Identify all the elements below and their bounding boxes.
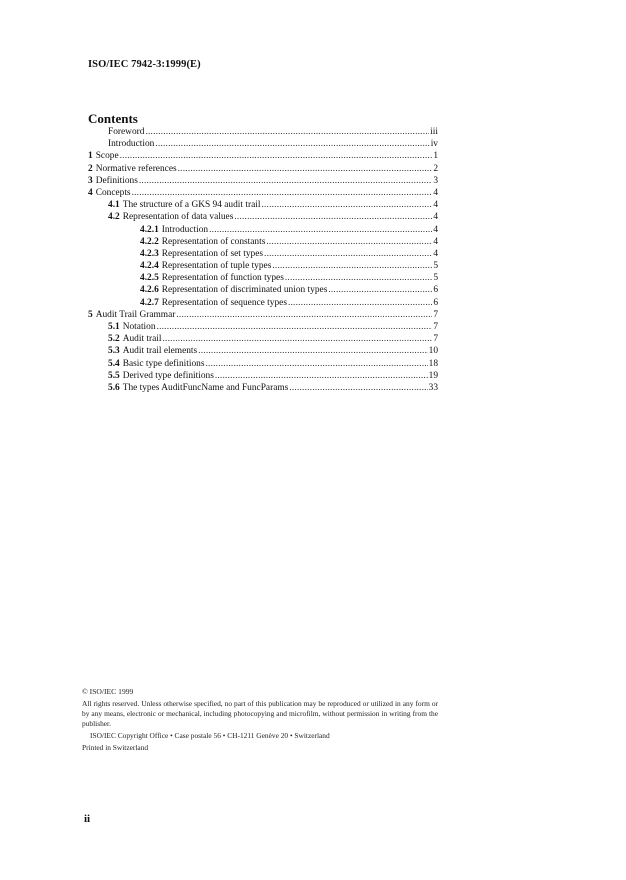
toc-dot-leader: [272, 260, 432, 272]
toc-entry[interactable]: [88, 211, 438, 223]
toc-dot-leader: [266, 236, 432, 248]
toc-entry-page: 10: [428, 346, 438, 357]
toc-entry-title: Audit Trail Grammar: [95, 309, 176, 320]
toc-entry-title: Representation of tuple types: [161, 261, 272, 272]
toc-entry-title: Introduction: [161, 224, 209, 235]
toc-entry-title: Basic type definitions: [122, 358, 205, 369]
toc-entry[interactable]: [88, 382, 438, 394]
toc-entry-title: Normative references: [95, 163, 177, 174]
toc-entry[interactable]: [88, 126, 438, 138]
toc-dot-leader: [163, 333, 433, 345]
toc-dot-leader: [215, 370, 428, 382]
toc-entry-title: Notation: [122, 322, 156, 332]
toc-entry-number: 4.2.2: [140, 236, 159, 247]
contents-heading: Contents: [88, 111, 138, 126]
toc-entry-title: Derived type definitions: [122, 370, 214, 381]
toc-entry-page: 2: [433, 163, 438, 174]
toc-entry-page: iii: [430, 127, 438, 137]
toc-entry-number: 4.2.3: [140, 248, 159, 259]
toc-entry-number: 5.5: [108, 370, 120, 381]
toc-entry-page: 4: [433, 187, 438, 198]
toc-entry[interactable]: [88, 321, 438, 333]
toc-entry-number: 5.6: [108, 382, 120, 393]
toc-entry[interactable]: [88, 370, 438, 382]
toc-entry[interactable]: [88, 345, 438, 357]
toc-entry-number: 4.2.1: [140, 224, 159, 235]
toc-entry[interactable]: [88, 333, 438, 345]
toc-entry-page: 4: [433, 200, 438, 211]
toc-entry-page: 7: [433, 334, 438, 345]
toc-entry[interactable]: [88, 138, 438, 150]
toc-dot-leader: [155, 138, 429, 150]
toc-entry-page: 18: [428, 358, 438, 369]
toc-entry-title: The structure of a GKS 94 audit trail: [122, 200, 261, 211]
toc-entry-title: Audit trail elements: [122, 346, 198, 357]
toc-entry-number: 4.2.7: [140, 297, 159, 308]
toc-entry-number: 4.1: [108, 200, 120, 211]
toc-entry[interactable]: [88, 358, 438, 370]
toc-entry[interactable]: [88, 175, 438, 187]
toc-entry-number: 1: [88, 151, 93, 162]
toc-entry-title: Representation of set types: [161, 248, 264, 259]
copyright-notice: [82, 687, 438, 753]
toc-entry-number: 4: [88, 187, 93, 198]
toc-dot-leader: [176, 309, 432, 321]
toc-dot-leader: [178, 163, 433, 175]
toc-dot-leader: [288, 297, 432, 309]
toc-entry-title: Representation of data values: [122, 212, 234, 223]
toc-entry-page: 5: [433, 273, 438, 284]
toc-dot-leader: [132, 187, 433, 199]
toc-entry-page: 6: [433, 297, 438, 308]
toc-entry-number: 5: [88, 309, 93, 320]
toc-entry-title: Scope: [95, 151, 119, 162]
toc-entry[interactable]: [88, 199, 438, 211]
toc-entry-page: 3: [433, 175, 438, 186]
toc-entry-page: 7: [433, 322, 438, 332]
toc-dot-leader: [285, 272, 432, 284]
toc-entry-number: 5.1: [108, 322, 120, 332]
toc-entry-page: 19: [428, 370, 438, 381]
toc-entry-page: 7: [433, 309, 438, 320]
toc-entry-number: 3: [88, 175, 93, 186]
document-identifier: ISO/IEC 7942-3:1999(E): [88, 59, 201, 70]
toc-entry-number: 4.2.6: [140, 285, 159, 296]
toc-entry-number: 2: [88, 163, 93, 174]
toc-dot-leader: [289, 382, 427, 394]
toc-entry[interactable]: [88, 150, 438, 162]
toc-dot-leader: [234, 211, 432, 223]
toc-entry-title: Representation of constants: [161, 236, 266, 247]
toc-entry-title: Representation of sequence types: [161, 297, 287, 308]
copyright-paragraph: All rights reserved. Unless otherwise specified, no part of this publication may be reproduced or utilized in any form or by any means, electronic or mechanical, including photocopying and microfilm, without permission in writing from the publisher.: [82, 699, 438, 728]
toc-dot-leader: [328, 284, 432, 296]
toc-entry[interactable]: [88, 248, 438, 260]
toc-dot-leader: [157, 321, 433, 333]
toc-entry-number: 4.2: [108, 212, 120, 223]
toc-entry-page: 4: [433, 236, 438, 247]
toc-entry-page: 6: [433, 285, 438, 296]
page-number: ii: [84, 813, 91, 825]
toc-entry-number: 5.2: [108, 334, 120, 345]
toc-entry-page: 4: [433, 212, 438, 223]
toc-entry[interactable]: [88, 309, 438, 321]
toc-dot-leader: [264, 248, 432, 260]
toc-entry-title: The types AuditFuncName and FuncParams: [122, 382, 289, 393]
copyright-office-address: ISO/IEC Copyright Office • Case postale 56 • CH-1211 Genève 20 • Switzerland: [90, 731, 330, 740]
toc-entry-number: 4.2.4: [140, 261, 159, 272]
copyright-line: © ISO/IEC 1999: [82, 687, 134, 696]
toc-dot-leader: [209, 224, 432, 236]
toc-dot-leader: [120, 150, 433, 162]
toc-entry-page: 4: [433, 248, 438, 259]
toc-entry[interactable]: [88, 297, 438, 309]
toc-entry-page: 1: [433, 151, 438, 162]
toc-dot-leader: [205, 358, 427, 370]
toc-entry[interactable]: [88, 260, 438, 272]
toc-entry-number: 4.2.5: [140, 273, 159, 284]
toc-entry[interactable]: [88, 163, 438, 175]
toc-dot-leader: [261, 199, 432, 211]
table-of-contents: [88, 126, 438, 394]
toc-entry-page: 5: [433, 261, 438, 272]
toc-entry-title: Introduction: [108, 139, 155, 150]
printed-in-line: Printed in Switzerland: [82, 743, 149, 752]
toc-entry-title: Audit trail: [122, 334, 162, 345]
toc-entry-page: iv: [430, 139, 438, 150]
toc-entry-title: Representation of discriminated union types: [161, 285, 328, 296]
toc-entry-title: Concepts: [95, 187, 131, 198]
toc-entry-page: 33: [428, 382, 438, 393]
toc-entry[interactable]: [88, 236, 438, 248]
toc-entry[interactable]: [88, 224, 438, 236]
toc-entry[interactable]: [88, 187, 438, 199]
toc-dot-leader: [139, 175, 432, 187]
toc-entry-title: Foreword: [108, 127, 145, 137]
toc-entry-number: 5.4: [108, 358, 120, 369]
toc-entry-title: Representation of function types: [161, 273, 284, 284]
toc-dot-leader: [145, 126, 429, 138]
toc-dot-leader: [198, 345, 427, 357]
toc-entry-title: Definitions: [95, 175, 138, 186]
toc-entry-number: 5.3: [108, 346, 120, 357]
toc-entry-page: 4: [433, 224, 438, 235]
toc-entry[interactable]: [88, 284, 438, 296]
toc-entry[interactable]: [88, 272, 438, 284]
